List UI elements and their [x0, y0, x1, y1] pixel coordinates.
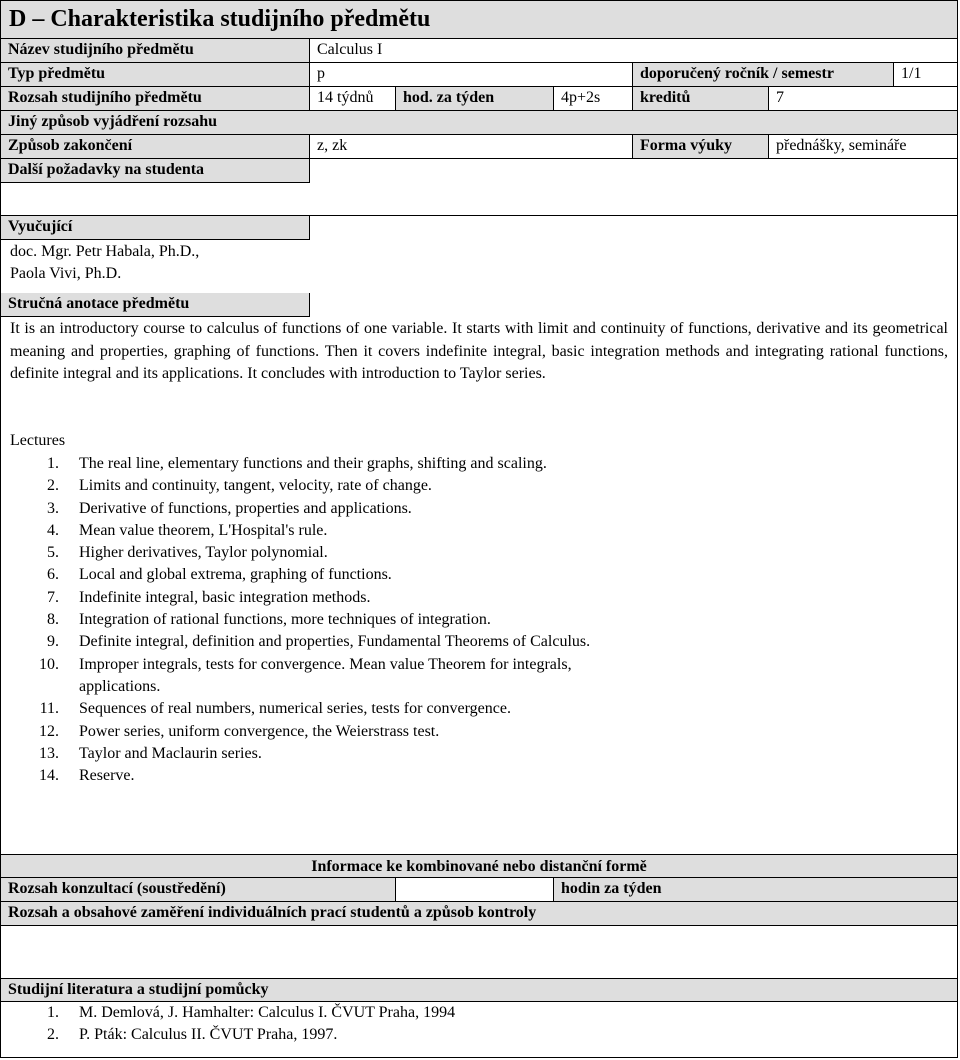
- lecture-item-number: 10.: [39, 655, 59, 673]
- lecture-item: [1, 453, 941, 475]
- lecture-item: [1, 475, 941, 497]
- consultations-hours-label: hodin za týden: [554, 878, 957, 901]
- row-subject-name: [1, 39, 957, 63]
- recommended-value: 1/1: [901, 65, 922, 82]
- lecture-item: [1, 676, 941, 698]
- lecture-item-text: Higher derivatives, Taylor polynomial.: [79, 544, 328, 562]
- row-literature: [1, 978, 957, 1002]
- consultations-label: Rozsah konzultací (soustředění): [1, 878, 396, 901]
- lecture-item-text: The real line, elementary functions and their graphs, shifting and scaling.: [79, 455, 547, 472]
- lecture-item: [1, 654, 941, 676]
- lecture-item-text: Derivative of functions, properties and applications.: [79, 499, 412, 517]
- teachers-list: [1, 241, 957, 285]
- literature-item-text: M. Demlová, J. Hamhalter: Calculus I. ČVUT Praha, 1994: [79, 1004, 456, 1021]
- lecture-item-text: Limits and continuity, tangent, velocity, rate of change.: [79, 477, 432, 495]
- lecture-item-text: Local and global extrema, graphing of functions.: [79, 566, 392, 584]
- lecture-item-text: Power series, uniform convergence, the Weierstrass test.: [79, 722, 440, 740]
- row-other-scope: [1, 111, 957, 135]
- lecture-item-text: Reserve.: [79, 767, 135, 785]
- row-type: [1, 63, 957, 87]
- teacher-1: doc. Mgr. Petr Habala, Ph.D.,: [10, 243, 200, 260]
- lecture-item-number: 14.: [39, 767, 59, 785]
- lecture-item-text: Sequences of real numbers, numerical series, tests for convergence.: [79, 700, 511, 718]
- form-label: Forma výuky: [633, 135, 769, 158]
- row-requirements: [1, 159, 957, 183]
- lecture-item-number: 2.: [47, 477, 59, 495]
- lecture-item: [1, 498, 941, 520]
- page-title: D – Charakteristika studijního předmětu: [1, 1, 957, 39]
- lecture-item: [1, 765, 941, 787]
- lecture-item-number: 8.: [47, 611, 59, 629]
- teachers-label: Vyučující: [1, 216, 310, 240]
- row-consultations: [1, 878, 957, 902]
- hours-value: 4p+2s: [554, 87, 633, 110]
- lecture-item-number: 9.: [47, 633, 59, 651]
- lecture-item: [1, 542, 941, 564]
- subject-name-label: Název studijního předmětu: [1, 39, 310, 62]
- lecture-item-number: 6.: [47, 566, 59, 584]
- lecture-item-number: 1.: [47, 455, 59, 472]
- lecture-item-number: 12.: [39, 722, 59, 740]
- lecture-item: [1, 587, 941, 609]
- row-individual-work: [1, 902, 957, 926]
- lecture-item-number: 7.: [47, 588, 59, 606]
- other-scope-label: Jiný způsob vyjádření rozsahu: [1, 111, 957, 134]
- literature-item: [1, 1024, 941, 1046]
- row-annotation: [1, 293, 957, 317]
- scope-weeks-value: 14 týdnů: [310, 87, 396, 110]
- row-completion: [1, 135, 957, 159]
- type-value: p: [310, 63, 633, 86]
- lecture-item-number: 11.: [39, 700, 59, 718]
- scope-label: Rozsah studijního předmětu: [1, 87, 310, 110]
- literature-item-number: 2.: [47, 1026, 59, 1044]
- lecture-item-number: 4.: [47, 521, 59, 539]
- literature-item: [1, 1002, 941, 1024]
- completion-label: Způsob zakončení: [1, 135, 310, 158]
- literature-item-text: P. Pták: Calculus II. ČVUT Praha, 1997.: [79, 1026, 338, 1044]
- lecture-item-text: Indefinite integral, basic integration methods.: [79, 588, 371, 606]
- lecture-item-text: Mean value theorem, L'Hospital's rule.: [79, 521, 328, 539]
- lecture-item: [1, 743, 941, 765]
- distance-heading: Informace ke kombinované nebo distanční formě: [1, 854, 957, 878]
- type-label: Typ předmětu: [1, 63, 310, 86]
- credits-value: 7: [776, 89, 784, 106]
- lecture-item-number: 13.: [39, 744, 59, 762]
- lecture-item: [1, 698, 941, 720]
- lecture-item: [1, 520, 941, 542]
- credits-label: kreditů: [633, 87, 769, 110]
- completion-value: z, zk: [310, 135, 633, 158]
- form-value: přednášky, semináře: [776, 137, 907, 154]
- lecture-item-text: Taylor and Maclaurin series.: [79, 744, 262, 762]
- teacher-2: Paola Vivi, Ph.D.: [10, 265, 122, 282]
- annotation-text: It is an introductory course to calculus of functions of one variable. It starts with limit and continuity of functions, derivative and its geometrical meaning and properties, graphing of functions. Then it covers indefinite integral, basic integration methods and integrating rational functions, definite integral and its applications. It concludes with introduction to Taylor series.: [10, 320, 948, 382]
- literature-label: Studijní literatura a studijní pomůcky: [1, 979, 957, 1001]
- lecture-item: [1, 631, 941, 653]
- lecture-item-text: Definite integral, definition and properties, Fundamental Theorems of Calculus.: [79, 633, 591, 651]
- requirements-label: Další požadavky na studenta: [1, 159, 310, 183]
- lecture-item: [1, 564, 941, 586]
- lecture-item: [1, 609, 941, 631]
- hours-label: hod. za týden: [396, 87, 554, 110]
- consultations-value: [396, 878, 554, 901]
- lecture-item-text: Integration of rational functions, more techniques of integration.: [79, 611, 491, 629]
- subject-name-value: Calculus I: [317, 41, 383, 58]
- lectures-heading: Lectures: [10, 432, 66, 449]
- literature-item-number: 1.: [47, 1004, 59, 1021]
- individual-work-area: [1, 926, 957, 978]
- lecture-item-text: Improper integrals, tests for convergence. Mean value Theorem for integrals,: [79, 655, 572, 673]
- lecture-item-number: 3.: [47, 499, 59, 517]
- recommended-label: doporučený ročník / semestr: [633, 63, 894, 86]
- lecture-item: [1, 721, 941, 743]
- individual-work-label: Rozsah a obsahové zaměření individuálních prací studentů a způsob kontroly: [1, 902, 957, 925]
- lecture-item-number: 5.: [47, 544, 59, 562]
- literature-list: [1, 1002, 941, 1047]
- lecture-item-text: applications.: [79, 677, 161, 695]
- row-scope: [1, 87, 957, 111]
- annotation-label: Stručná anotace předmětu: [1, 293, 310, 317]
- row-teachers: [1, 216, 957, 240]
- lectures-list: [1, 453, 941, 787]
